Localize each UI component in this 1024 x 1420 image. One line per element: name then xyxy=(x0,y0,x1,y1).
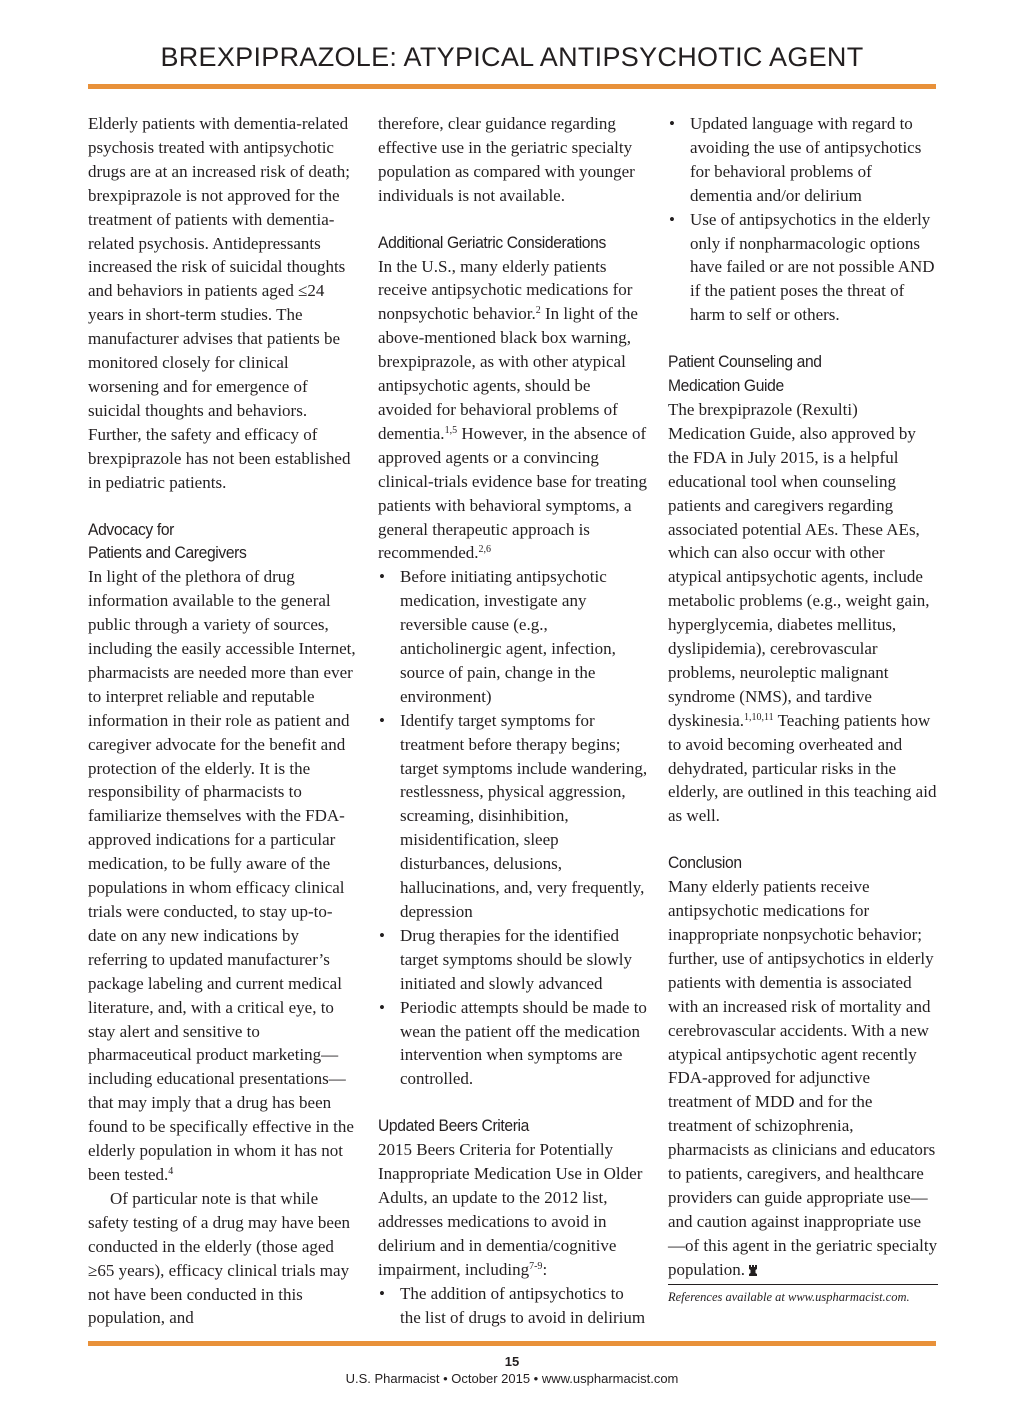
geriatric-paragraph xyxy=(378,255,648,566)
column-2 xyxy=(378,112,648,1329)
advocacy-heading-line-1: Advocacy for xyxy=(88,519,174,539)
footer-rule xyxy=(88,1341,936,1346)
counseling-heading-line-1: Patient Counseling and xyxy=(668,352,822,372)
note-paragraph: Of particular note is that while safety testing of a drug may have been conducted in the elderly (those aged ≥65 years), efficacy clinical trials may not have been conducted in this population, and xyxy=(88,1188,350,1328)
counseling-text-a: The brexpiprazole (Rexulti) Medication Guide, also approved by the FDA in July 2015, is a helpful educational tool when counseling patients and caregivers regarding associated potential AEs. These AEs, which can also occur with other atypical antipsychotic agents, include metabolic problems (e.g., weight gain, hyperglycemia, diabetes mellitus, dyslipidemia), cerebrovascular problems, neuroleptic malignant syndrome (NMS), and tardive dyskinesia. xyxy=(668,399,930,730)
end-of-article-icon xyxy=(748,1264,758,1276)
advocacy-text: In light of the plethora of drug information available to the general public through a variety of sources, including the easily accessible Internet, pharmacists are needed more than ever to interpret reliable and reputable information in their role as patient and caregiver advocate for the benefit and protection of the elderly. It is the responsibility of pharmacists to familiarize themselves with the FDA-approved indications for a particular medication, to be fully aware of the populations in whom efficacy clinical trials were conducted, to stay up-to-date on any new indications by referring to updated manufacturer’s package labeling and current medical literature, and, with a critical eye, to stay alert and sensitive to pharmaceutical product marketing—including educational presentations—that may imply that a drug has been found to be specifically effective in the elderly population in whom it has not been tested. xyxy=(88,567,356,1184)
beers-text: 2015 Beers Criteria for Potentially Inappropriate Medication Use in Older Adults, an update to the 2012 list, addresses medications to avoid in delirium and in dementia/cognitive impairment, including xyxy=(378,1140,643,1279)
geriatric-bullet: • Periodic attempts should be made to wean the patient off the medication intervention when symptoms are controlled. xyxy=(378,996,648,1092)
beers-bullet: • Use of antipsychotics in the elderly only if nonpharmacologic options have failed or are not possible AND if the patient poses the threat of harm to self or others. xyxy=(668,208,938,328)
geriatric-text-a: In the U.S., many elderly patients receive antipsychotic medications for nonpsychotic behavior. xyxy=(378,256,633,324)
geriatric-bullet-list xyxy=(378,565,648,1091)
conclusion-heading: Conclusion xyxy=(668,853,742,873)
geriatric-bullet: • Identify target symptoms for treatment before therapy begins; target symptoms include wandering, restlessness, physical aggression, screaming, disinhibition, misidentification, sleep disturbances, delusions, hallucinations, and, very frequently, depression xyxy=(378,709,648,924)
beers-bullet: • Updated language with regard to avoiding the use of antipsychotics for behavioral problems of dementia and/or delirium xyxy=(668,112,938,208)
beers-bullet: • The addition of antipsychotics to the list of drugs to avoid in delirium xyxy=(378,1282,648,1330)
advocacy-heading xyxy=(88,518,364,566)
advocacy-citation: 4 xyxy=(168,1165,174,1177)
geriatric-citation-c: 2,6 xyxy=(478,544,492,556)
advocacy-heading-line-2: Patients and Caregivers xyxy=(88,543,247,563)
counseling-heading xyxy=(668,350,944,398)
geriatric-citation-b: 1,5 xyxy=(444,424,458,436)
continuation-paragraph: therefore, clear guidance regarding effective use in the geriatric specialty population as compared with younger individuals is not available. xyxy=(378,114,635,205)
conclusion-text: Many elderly patients receive antipsychotic medications for inappropriate nonpsychotic behavior; further, use of antipsychotics in elderly patients with dementia is associated with an increased risk of mortality and cerebrovascular accidents. With a new atypical antipsychotic agent recently FDA-approved for adjunctive treatment of MDD and for the treatment of schizophrenia, pharmacists as clinicians and educators to patients, caregivers, and healthcare providers can guide appropriate use—and caution against inappropriate use—of this agent in the geriatric specialty population. xyxy=(668,877,938,1279)
page-number: 15 xyxy=(504,1354,520,1369)
intro-paragraph: Elderly patients with dementia-related psychosis treated with antipsychotic drugs are at an increased risk of death; brexpiprazole is not approved for the treatment of patients with dementia-related psychosis. Antidepressants increased the risk of suicidal thoughts and behaviors in patients aged ≤24 years in short-term studies. The manufacturer advises that patients be monitored closely for clinical worsening and for emergence of suicidal thoughts and behaviors. Further, the safety and efficacy of brexpiprazole has not been established in pediatric patients. xyxy=(88,114,351,492)
geriatric-text-b: In light of the above-mentioned black box warning, brexpiprazole, as with other atypical antipsychotic agents, should be avoided for behavioral problems of dementia. xyxy=(378,304,638,443)
counseling-paragraph xyxy=(668,398,938,828)
beers-bullet-list xyxy=(378,1282,648,1330)
geriatric-heading: Additional Geriatric Considerations xyxy=(378,232,606,252)
beers-paragraph xyxy=(378,1138,648,1281)
beers-citation: 7-9 xyxy=(529,1260,543,1272)
geriatric-bullet: • Drug therapies for the identified target symptoms should be slowly initiated and slowly advanced xyxy=(378,924,648,996)
counseling-heading-line-2: Medication Guide xyxy=(668,376,784,396)
beers-colon: : xyxy=(542,1259,548,1279)
references-note: References available at www.uspharmacist.com. xyxy=(668,1289,910,1304)
geriatric-text-c: However, in the absence of approved agents or a convincing clinical-trials evidence base for treating patients with behavioral symptoms, a general therapeutic approach is recommended. xyxy=(378,423,648,563)
beers-bullet-list-continued xyxy=(668,112,938,327)
conclusion-paragraph xyxy=(668,875,938,1281)
column-3 xyxy=(668,112,938,1307)
geriatric-bullet: • Before initiating antipsychotic medication, investigate any reversible cause (e.g., anticholinergic agent, infection, source of pain, change in the environment) xyxy=(378,565,648,708)
column-1 xyxy=(88,112,360,1330)
beers-heading: Updated Beers Criteria xyxy=(378,1116,529,1136)
geriatric-citation-a: 2 xyxy=(535,305,541,317)
running-header-title: BREXPIPRAZOLE: ATYPICAL ANTIPSYCHOTIC AGENT xyxy=(160,42,864,72)
publication-footer: U.S. Pharmacist • October 2015 • www.uspharmacist.com xyxy=(345,1371,679,1386)
header-rule xyxy=(88,84,936,89)
counseling-citation: 1,10,11 xyxy=(744,711,774,723)
advocacy-paragraph xyxy=(88,565,360,1187)
references-rule xyxy=(668,1284,938,1285)
counseling-text-b: Teaching patients how to avoid becoming overheated and dehydrated, particular risks in the elderly, are outlined in this teaching aid as well. xyxy=(668,710,937,826)
